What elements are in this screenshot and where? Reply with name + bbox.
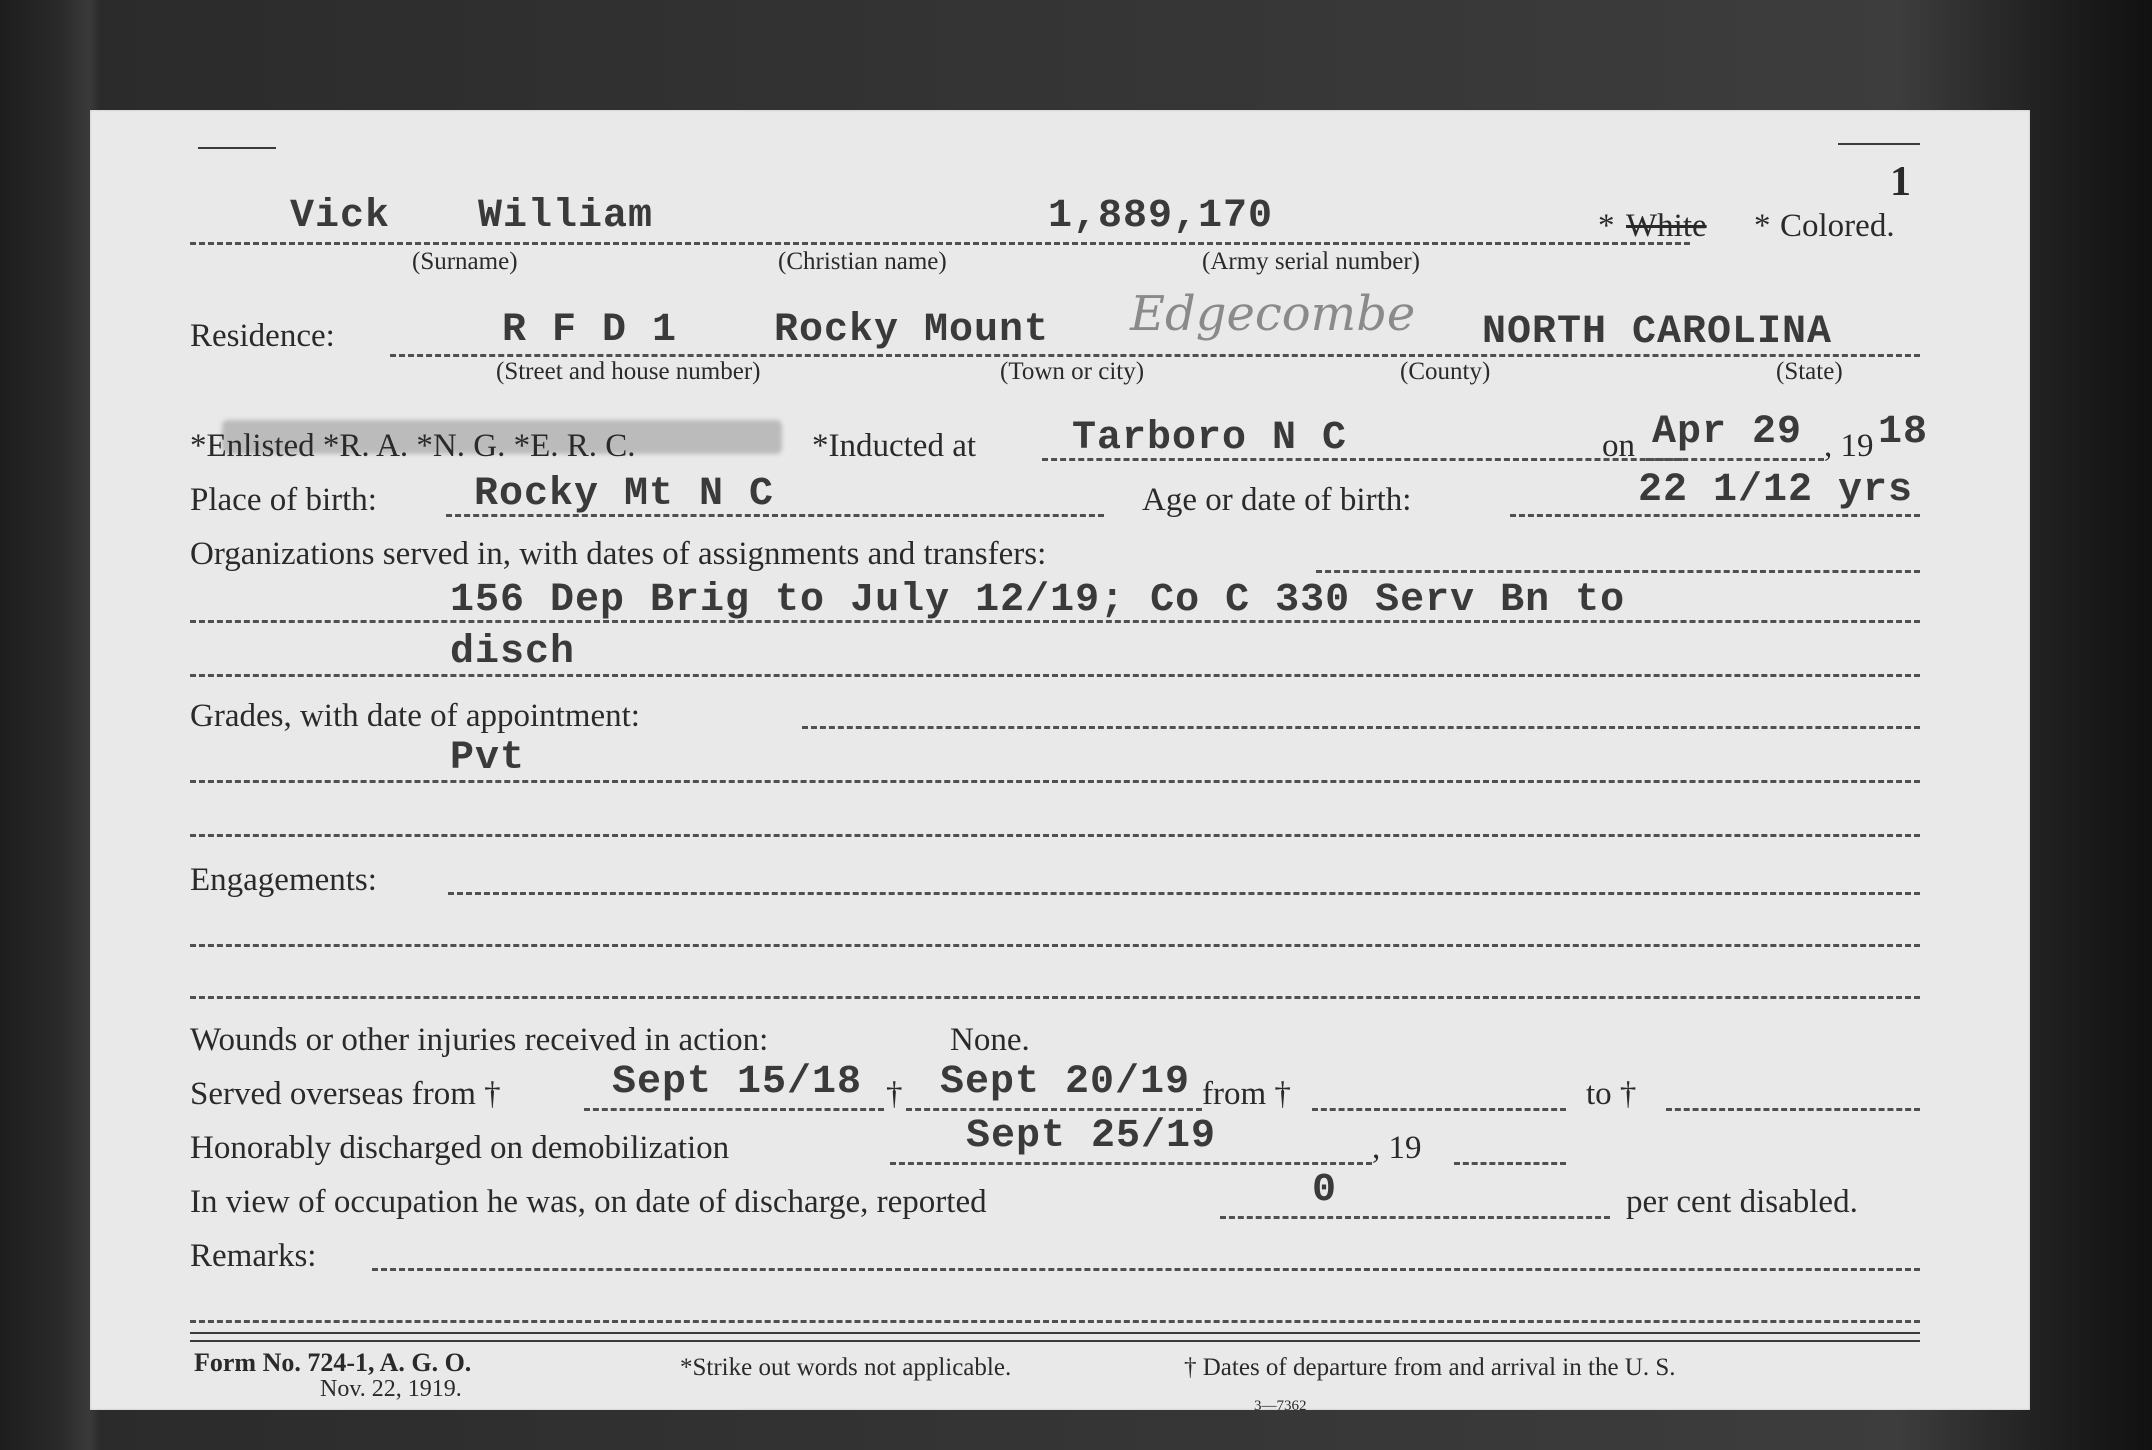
occupation-label: In view of occupation he was, on date of discharge, reported <box>190 1184 987 1220</box>
surname-value: Vick <box>290 194 391 239</box>
caption-serial-number: (Army serial number) <box>1202 248 1420 275</box>
overseas-dagger: † <box>886 1076 903 1112</box>
organizations-line-2-rule <box>190 674 1920 677</box>
year-suffix-value: 18 <box>1878 410 1929 455</box>
race-star-2: * <box>1754 208 1771 244</box>
caption-state: (State) <box>1776 358 1843 385</box>
county-value: Edgecombe <box>1130 286 1416 342</box>
discharge-year-line <box>1454 1162 1566 1165</box>
remarks-line-1 <box>372 1268 1920 1271</box>
remarks-label: Remarks: <box>190 1238 317 1274</box>
second-to-line <box>1666 1108 1920 1111</box>
discharged-label: Honorably discharged on demobilization <box>190 1130 730 1166</box>
grade-value: Pvt <box>450 736 526 781</box>
organizations-label: Organizations served in, with dates of assignments and transfers: <box>190 536 1047 572</box>
caption-street: (Street and house number) <box>496 358 761 385</box>
race-white: White <box>1626 208 1707 244</box>
wounds-label: Wounds or other injuries received in action: <box>190 1022 769 1058</box>
town-value: Rocky Mount <box>774 308 1050 353</box>
birthplace-label: Place of birth: <box>190 482 377 518</box>
overseas-to-line <box>906 1108 1202 1111</box>
inducted-date-value: Apr 29 <box>1652 410 1803 455</box>
top-right-mark <box>1838 143 1920 145</box>
wounds-value: None. <box>950 1022 1030 1058</box>
on-label: on <box>1602 428 1635 464</box>
grades-line-1 <box>190 780 1920 783</box>
birthplace-value: Rocky Mt N C <box>474 472 775 517</box>
age-label: Age or date of birth: <box>1142 482 1412 518</box>
form-date: Nov. 22, 1919. <box>320 1376 462 1402</box>
organizations-label-line <box>1316 570 1920 573</box>
caption-surname: (Surname) <box>412 248 518 275</box>
engagements-label: Engagements: <box>190 862 377 898</box>
disability-line <box>1220 1216 1610 1219</box>
race-colored: Colored. <box>1780 208 1895 244</box>
caption-christian-name: (Christian name) <box>778 248 947 275</box>
enlisted-label: *Enlisted *R. A. *N. G. *E. R. C. <box>190 428 636 464</box>
footnote-strike: *Strike out words not applicable. <box>680 1354 1012 1381</box>
residence-line <box>390 354 1920 357</box>
bottom-rule-1 <box>190 1332 1920 1334</box>
discharge-date-value: Sept 25/19 <box>966 1114 1217 1159</box>
year-prefix: , 19 <box>1824 428 1874 464</box>
disability-value: 0 <box>1312 1168 1338 1213</box>
footnote-dates: † Dates of departure from and arrival in the U. S. <box>1184 1354 1676 1381</box>
inducted-line <box>1042 458 1682 461</box>
birthplace-line <box>446 514 1104 517</box>
form-number: Form No. 724-1, A. G. O. <box>194 1348 472 1377</box>
overseas-from-value: Sept 15/18 <box>612 1060 863 1105</box>
caption-county: (County) <box>1400 358 1491 385</box>
overseas-to-value: Sept 20/19 <box>940 1060 1191 1105</box>
bottom-rule-2 <box>190 1340 1920 1342</box>
organizations-line-1-rule <box>190 620 1920 623</box>
state-value: NORTH CAROLINA <box>1482 310 1833 355</box>
engagements-line-1 <box>190 944 1920 947</box>
top-left-mark <box>198 147 276 149</box>
print-code: 3—7362 <box>1254 1398 1307 1414</box>
card-number: 1 <box>1890 159 1911 205</box>
from-label: from † <box>1202 1076 1291 1112</box>
inducted-date-line <box>1646 458 1824 461</box>
street-value: R F D 1 <box>502 308 678 353</box>
second-from-line <box>1312 1108 1566 1111</box>
residence-label: Residence: <box>190 318 335 354</box>
organizations-line-2: disch <box>450 630 576 675</box>
discharge-date-line <box>890 1162 1372 1165</box>
christian-name-value: William <box>478 194 654 239</box>
organizations-line-1: 156 Dep Brig to July 12/19; Co C 330 Serv Bn to <box>450 578 1626 623</box>
remarks-line-2 <box>190 1320 1920 1323</box>
overseas-from-line <box>584 1108 884 1111</box>
overseas-label: Served overseas from † <box>190 1076 501 1112</box>
draft-card <box>90 110 2030 1414</box>
discharge-year: , 19 <box>1372 1130 1422 1166</box>
age-line <box>1510 514 1920 517</box>
disabled-label: per cent disabled. <box>1626 1184 1858 1220</box>
serial-number-value: 1,889,170 <box>1048 194 1274 239</box>
engagements-label-line <box>448 892 1920 895</box>
grades-label-line <box>802 726 1920 729</box>
race-star-1: * <box>1598 208 1615 244</box>
grades-line-2 <box>190 834 1920 837</box>
age-value: 22 1/12 yrs <box>1638 468 1914 513</box>
inducted-label: *Inducted at <box>812 428 977 464</box>
caption-town: (Town or city) <box>1000 358 1145 385</box>
inducted-place-value: Tarboro N C <box>1072 416 1348 461</box>
name-line <box>190 242 1690 245</box>
to-label: to † <box>1586 1076 1637 1112</box>
grades-label: Grades, with date of appointment: <box>190 698 640 734</box>
engagements-line-2 <box>190 996 1920 999</box>
